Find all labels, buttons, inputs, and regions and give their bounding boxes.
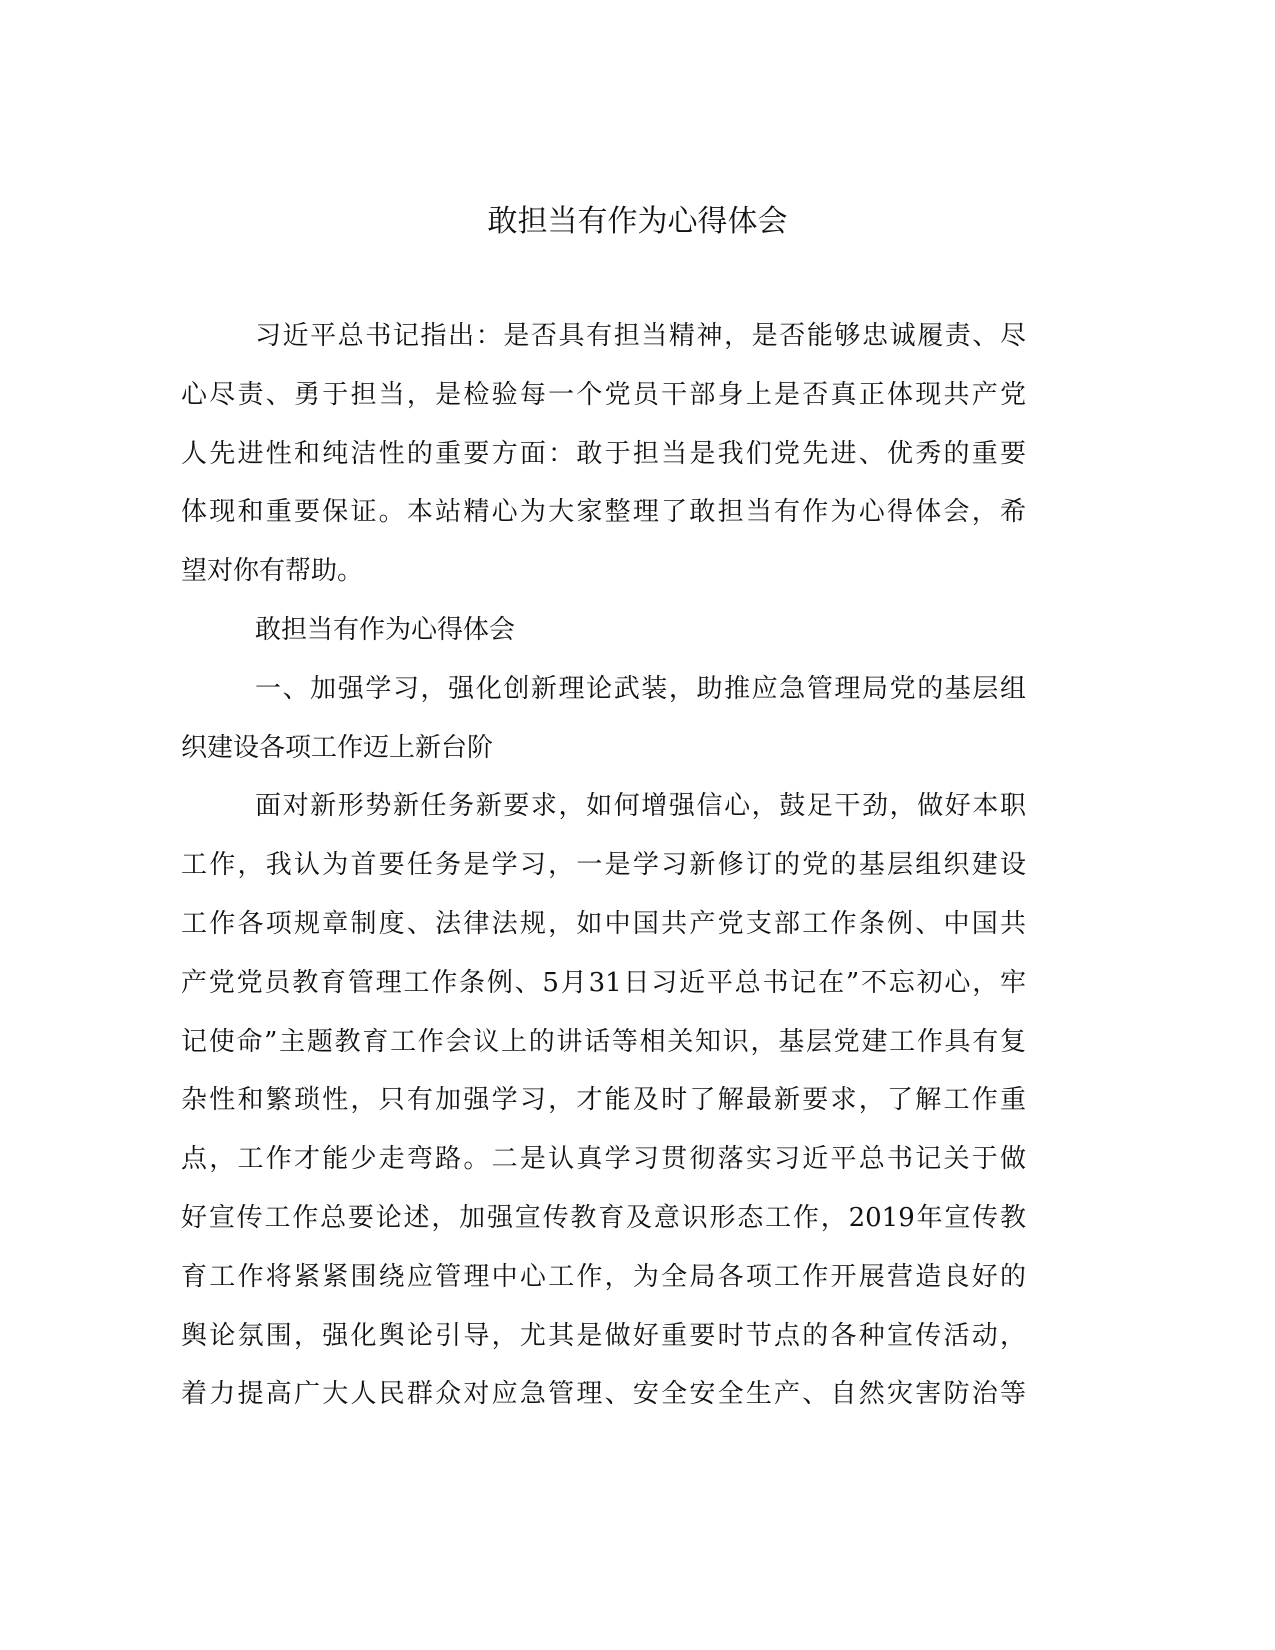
paragraph-line: 人先进性和纯洁性的重要方面：敢于担当是我们党先进、优秀的重要 — [181, 438, 1026, 469]
paragraph-line: 织建设各项工作迈上新台阶 — [181, 732, 494, 763]
paragraph-line: 杂性和繁琐性，只有加强学习，才能及时了解最新要求，了解工作重 — [181, 1085, 1026, 1116]
paragraph-line: 面对新形势新任务新要求，如何增强信心，鼓足干劲，做好本职 — [255, 791, 1026, 822]
paragraph-line: 体现和重要保证。本站精心为大家整理了敢担当有作为心得体会，希 — [181, 497, 1026, 528]
paragraph-line: 心尽责、勇于担当，是检验每一个党员干部身上是否真正体现共产党 — [181, 379, 1026, 410]
paragraph-line: 着力提高广大人民群众对应急管理、安全安全生产、自然灾害防治等 — [181, 1379, 1026, 1410]
paragraph-line: 记使命”主题教育工作会议上的讲话等相关知识，基层党建工作具有复 — [181, 1026, 1026, 1057]
paragraph-line: 工作，我认为首要任务是学习，一是学习新修订的党的基层组织建设 — [181, 850, 1026, 881]
paragraph-line: 望对你有帮助。 — [181, 556, 364, 587]
paragraph-line: 产党党员教育管理工作条例、5月31日习近平总书记在”不忘初心，牢 — [181, 967, 1026, 998]
document-title: 敢担当有作为心得体会 — [487, 204, 788, 239]
paragraph-line: 舆论氛围，强化舆论引导，尤其是做好重要时节点的各种宣传活动， — [181, 1320, 1026, 1351]
paragraph-line: 好宣传工作总要论述，加强宣传教育及意识形态工作，2019年宣传教 — [181, 1202, 1026, 1233]
paragraph-line: 习近平总书记指出：是否具有担当精神，是否能够忠诚履责、尽 — [255, 321, 1026, 351]
paragraph-line: 工作各项规章制度、法律法规，如中国共产党支部工作条例、中国共 — [181, 908, 1026, 939]
paragraph-line: 点，工作才能少走弯路。二是认真学习贯彻落实习近平总书记关于做 — [181, 1144, 1026, 1175]
paragraph-line: 一、加强学习，强化创新理论武装，助推应急管理局党的基层组 — [255, 673, 1026, 704]
document-body — [181, 307, 1026, 1424]
paragraph-line: 敢担当有作为心得体会 — [255, 614, 516, 645]
paragraph-line: 育工作将紧紧围绕应管理中心工作，为全局各项工作开展营造良好的 — [181, 1261, 1026, 1292]
